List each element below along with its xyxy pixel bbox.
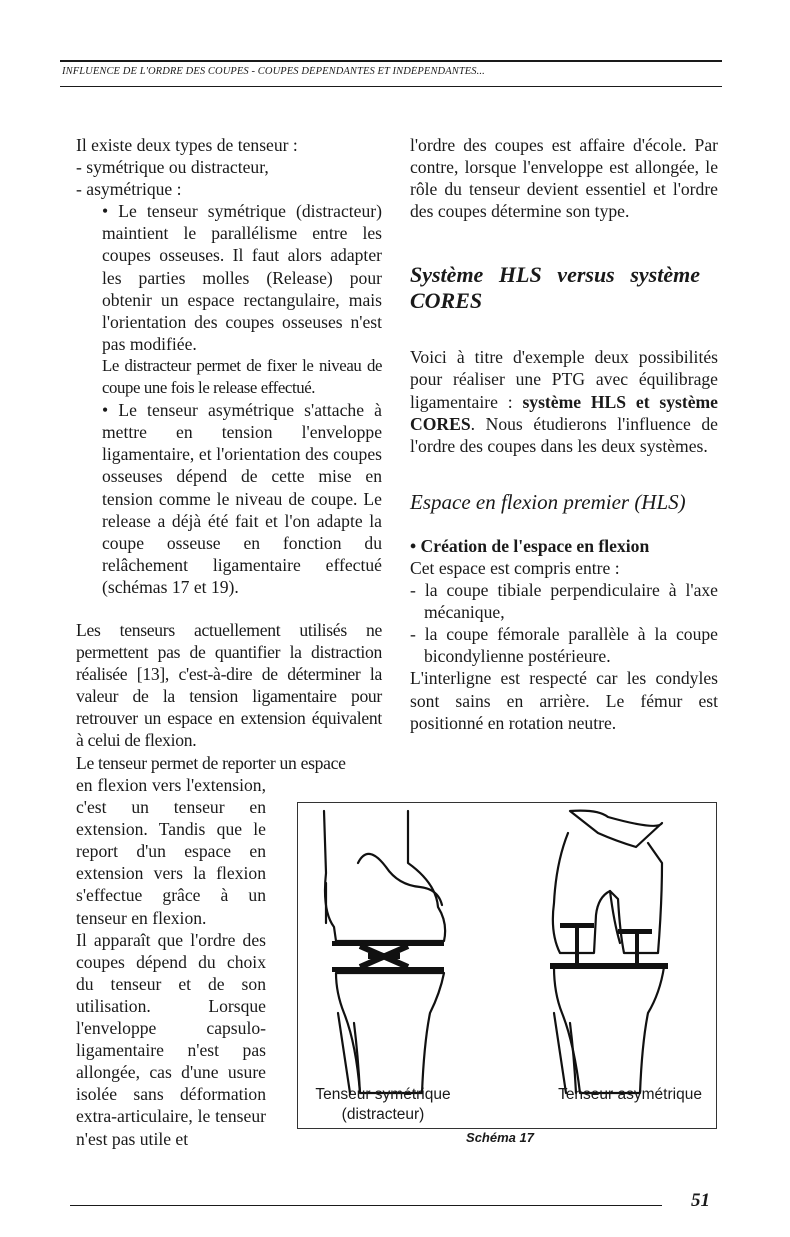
left-femur-notch [358, 854, 442, 905]
schema-17-figure [297, 802, 717, 1129]
systemes-bold: système HLS et système CORES [410, 391, 718, 434]
right-femur-outline [553, 833, 662, 953]
subsection-heading: Espace en flexion premier (HLS) [410, 489, 686, 514]
right-cap-right [618, 929, 652, 934]
paragraph-ecole: l'ordre des coupes est affaire d'école. Par contre, lorsque l'enveloppe est allongée, le rôle du tenseur devient essentiel et l'ordre des coupes détermine son type. [410, 135, 718, 222]
bullet-creation: • Création de l'espace en flexion [410, 535, 650, 556]
caption-asymetrique: Tenseur asymétrique [558, 1086, 702, 1103]
paragraph-interligne: L'interligne est respecté car les condyles sont sains en arrière. Le fémur est positionné en rotation neutre. [410, 668, 718, 733]
bullet-asymetrique: • Le tenseur asymétrique s'attache à mettre en tension l'enveloppe ligamentaire, et l'orientation des coupes osseuses dépend de cette mise en tension comme le niveau de coupe. Le release a déjà été fait et l'on adapte la coupe osseuse en fonction du relâchement ligamentaire effectué (schémas 17 et 19). [102, 400, 382, 597]
espace-intro: Cet espace est compris entre : [410, 557, 620, 578]
dash-coupe-femorale: - la coupe fémorale parallèle à la coupe bicondylienne postérieure. [410, 624, 718, 667]
left-femur-outline [324, 811, 445, 941]
dash-coupe-tibiale: - la coupe tibiale perpendiculaire à l'axe mécanique, [410, 580, 718, 623]
caption-symetrique [303, 1085, 463, 1125]
left-tibia-outline [336, 973, 444, 1093]
left-column-top [76, 134, 382, 598]
distracteur-note: Le distracteur permet de fixer le niveau de coupe une fois le release effectué. [102, 355, 382, 398]
left-lower-plate [332, 967, 444, 972]
right-post-left [575, 925, 579, 965]
section-heading: Système HLS versus système CORES [410, 262, 700, 314]
caption-left-line1: Tenseur symétrique [315, 1086, 451, 1103]
caption-left-line2: (distracteur) [341, 1106, 425, 1123]
schema-label: Schéma 17 [466, 1130, 534, 1145]
bullet-symetrique: • Le tenseur symétrique (distracteur) maintient le parallélisme entre les coupes osseuses. Il faut alors adapter les parties molles (Release) pour obtenir un espace rectangulaire, mais l'orientation des coupes osseuses n'est pas modifiée. [102, 201, 382, 354]
header-bottom-rule [60, 86, 722, 87]
paragraph-tenseurs: Les tenseurs actuellement utilisés ne permettent pas de quantifier la distraction réalisée [13], c'est-à-dire de déterminer la valeur de la tension ligamentaire pour retrouver un espace en extension équivalent à celui de flexion. [76, 620, 382, 751]
intro-line: Il existe deux types de tenseur : [76, 135, 298, 155]
right-post-right [635, 931, 639, 965]
footer-rule [70, 1205, 662, 1206]
left-upper-plate [332, 941, 444, 946]
right-femur-top [570, 811, 662, 847]
paragraph-ordre: Il apparaît que l'ordre des coupes dépend du choix du tenseur et de son utilisation. Lorsque l'enveloppe capsulo-ligamentaire n'est pas allongée, cas d'une usure isolée sans déformation extra-articulaire, le tenseur n'est pas utile et [76, 929, 266, 1149]
running-head: INFLUENCE DE L'ORDRE DES COUPES - COUPES DÉPENDANTES ET INDÉPENDANTES... [62, 66, 485, 77]
right-column [410, 134, 718, 734]
dash-asymetrique: - asymétrique : [76, 179, 182, 200]
page-number: 51 [691, 1190, 710, 1211]
possibilites-end: . Nous étudierons l'influence de l'ordre des coupes dans les deux systèmes. [410, 413, 718, 456]
right-fibula [554, 1013, 576, 1093]
left-column-middle [76, 619, 382, 774]
possibilites-text: Voici à titre d'exemple deux possibilités pour réaliser une PTG avec équilibrage ligamentaire : [410, 347, 718, 412]
paragraph-report-start: Le tenseur permet de reporter un espace [76, 752, 346, 773]
right-lower-plate [550, 963, 668, 969]
paragraph-possibilites [410, 346, 718, 456]
paragraph-report-rest: en flexion vers l'extension, c'est un tenseur en extension. Tandis que le report d'un espace en extension vers la flexion s'effectue grâce à un tenseur en flexion. [76, 775, 266, 928]
dash-symetrique: - symétrique ou distracteur, [76, 157, 269, 178]
left-column-narrow [76, 774, 266, 1150]
knee-diagrams [298, 803, 716, 1128]
header-top-rule [60, 60, 722, 62]
right-cap-left [560, 923, 594, 928]
